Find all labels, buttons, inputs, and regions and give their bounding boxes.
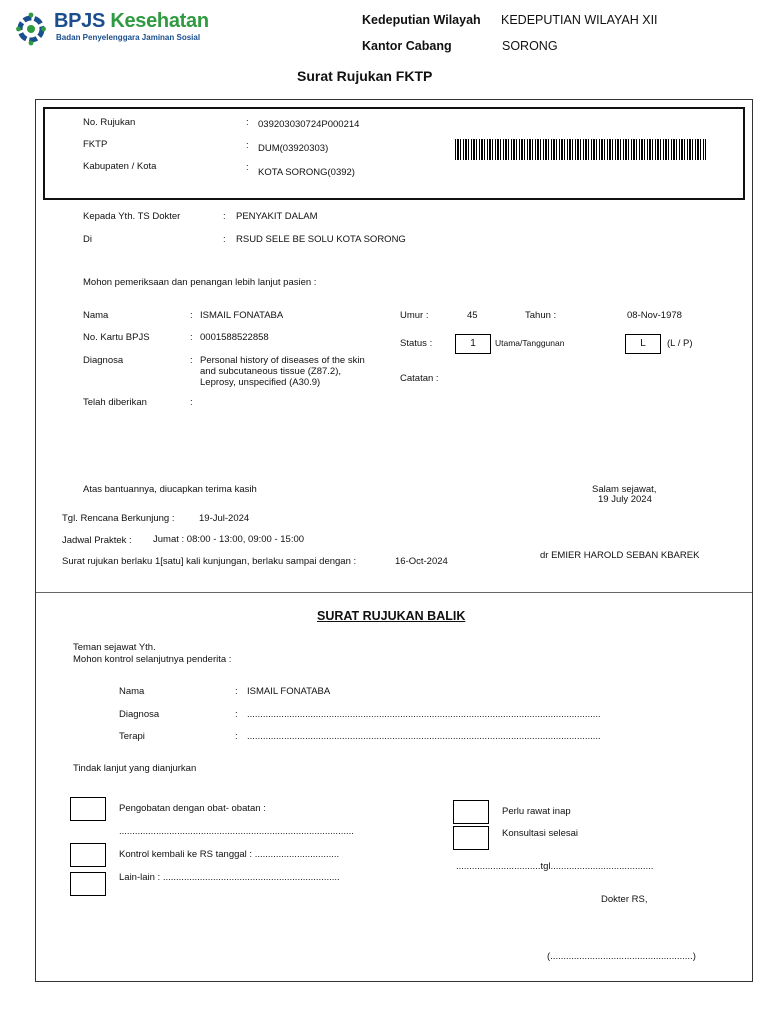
no-rujukan-label: No. Rujukan — [83, 117, 136, 128]
colon: : — [246, 117, 249, 128]
kepada-value: PENYAKIT DALAM — [236, 211, 318, 222]
kontrol-checkbox[interactable] — [70, 843, 106, 867]
mohon-text: Mohon pemeriksaan dan penangan lebih lanjut pasien : — [83, 277, 317, 288]
berlaku-label: Surat rujukan berlaku 1[satu] kali kunjungan, berlaku sampai dengan : — [62, 556, 357, 567]
colon: : — [190, 332, 193, 343]
diagnosa-line: and subcutaneous tissue (Z87.2), — [200, 366, 342, 377]
balik-diagnosa-label: Diagnosa — [119, 709, 160, 720]
brand-bpjs: BPJS — [54, 10, 106, 32]
dokter-name: dr EMIER HAROLD SEBAN KBAREK — [540, 550, 700, 561]
colon: : — [190, 355, 193, 366]
fktp-value: DUM(03920303) — [258, 143, 329, 154]
sex-text: (L / P) — [667, 338, 693, 349]
signature-line: (......................................................) — [547, 951, 696, 962]
diagnosa-line: Personal history of diseases of the skin — [200, 355, 365, 366]
status-text: Utama/Tanggunan — [495, 338, 565, 348]
brand-tagline: Badan Penyelenggara Jaminan Sosial — [56, 33, 201, 42]
page-title: Surat Rujukan FKTP — [297, 68, 433, 84]
tahun-label: Tahun : — [525, 310, 557, 321]
brand-kesehatan: Kesehatan — [110, 10, 209, 32]
kabupaten-label: Kabupaten / Kota — [83, 161, 157, 172]
dokter-rs-label: Dokter RS, — [601, 894, 648, 905]
kartu-value: 0001588522858 — [200, 332, 269, 343]
tindak-lanjut-label: Tindak lanjut yang dianjurkan — [73, 763, 197, 774]
cabang-label: Kantor Cabang — [362, 39, 452, 53]
no-rujukan-value: 039203030724P000214 — [258, 119, 360, 130]
wilayah-value: KEDEPUTIAN WILAYAH XII — [501, 13, 658, 27]
kepada-label: Kepada Yth. TS Dokter — [83, 211, 181, 222]
colon: : — [246, 140, 249, 151]
jadwal-value: Jumat : 08:00 - 13:00, 09:00 - 15:00 — [153, 534, 305, 545]
konsultasi-checkbox[interactable] — [453, 826, 489, 850]
diagnosa-dotted-line: ...................................................................................................................................... — [247, 709, 601, 720]
jadwal-label: Jadwal Praktek : — [62, 535, 132, 546]
diagnosa-value — [200, 355, 365, 388]
rencana-label: Tgl. Rencana Berkunjung : — [62, 513, 175, 524]
umur-value: 45 — [467, 310, 478, 321]
balik-nama-label: Nama — [119, 686, 145, 697]
terapi-dotted-line: ...................................................................................................................................... — [247, 731, 601, 742]
konsultasi-label: Konsultasi selesai — [502, 828, 579, 839]
nama-label: Nama — [83, 310, 109, 321]
balik-title: SURAT RUJUKAN BALIK — [317, 609, 466, 623]
section-divider — [36, 592, 752, 593]
fktp-label: FKTP — [83, 139, 108, 150]
barcode-icon — [455, 139, 706, 160]
colon: : — [223, 211, 226, 222]
balik-mohon-text: Mohon kontrol selanjutnya penderita : — [73, 654, 232, 665]
nama-value: ISMAIL FONATABA — [200, 310, 284, 321]
kabupaten-value: KOTA SORONG(0392) — [258, 167, 355, 178]
sex-box: L — [625, 334, 661, 354]
colon: : — [235, 709, 238, 720]
obat-checkbox[interactable] — [70, 797, 106, 821]
colon: : — [190, 397, 193, 408]
brand-name — [54, 10, 209, 33]
di-label: Di — [83, 234, 92, 245]
tahun-value: 08-Nov-1978 — [627, 310, 682, 321]
terapi-label: Terapi — [119, 731, 145, 742]
telah-label: Telah diberikan — [83, 397, 147, 408]
kontrol-label: Kontrol kembali ke RS tanggal : ................................ — [119, 849, 340, 860]
kartu-label: No. Kartu BPJS — [83, 332, 150, 343]
colon: : — [223, 234, 226, 245]
status-box: 1 — [455, 334, 491, 354]
colon: : — [235, 686, 238, 697]
catatan-label: Catatan : — [400, 373, 439, 384]
di-value: RSUD SELE BE SOLU KOTA SORONG — [236, 234, 406, 245]
salam-text: Salam sejawat, — [592, 484, 657, 495]
wilayah-label: Kedeputian Wilayah — [362, 13, 481, 27]
bpjs-logo-icon — [16, 12, 46, 46]
lain-label: Lain-lain : ................................................................... — [119, 872, 340, 883]
rawat-inap-checkbox[interactable] — [453, 800, 489, 824]
tgl-dotted-line: ................................tgl....................................... — [456, 861, 654, 872]
diagnosa-label: Diagnosa — [83, 355, 124, 366]
obat-label: Pengobatan dengan obat- obatan : — [119, 803, 266, 814]
obat-dotted-line: ......................................................................................... — [119, 826, 354, 837]
terima-kasih: Atas bantuannya, diucapkan terima kasih — [83, 484, 257, 495]
berlaku-value: 16-Oct-2024 — [395, 556, 448, 567]
diagnosa-line: Leprosy, unspecified (A30.9) — [200, 377, 321, 388]
salam-date: 19 July 2024 — [598, 494, 652, 505]
rencana-value: 19-Jul-2024 — [199, 513, 250, 524]
colon: : — [235, 731, 238, 742]
rawat-inap-label: Perlu rawat inap — [502, 806, 571, 817]
status-label: Status : — [400, 338, 433, 349]
lain-checkbox[interactable] — [70, 872, 106, 896]
umur-label: Umur : — [400, 310, 429, 321]
colon: : — [246, 162, 249, 173]
cabang-value: SORONG — [502, 39, 558, 53]
colon: : — [190, 310, 193, 321]
balik-nama-value: ISMAIL FONATABA — [247, 686, 331, 697]
teman-text: Teman sejawat Yth. — [73, 642, 156, 653]
